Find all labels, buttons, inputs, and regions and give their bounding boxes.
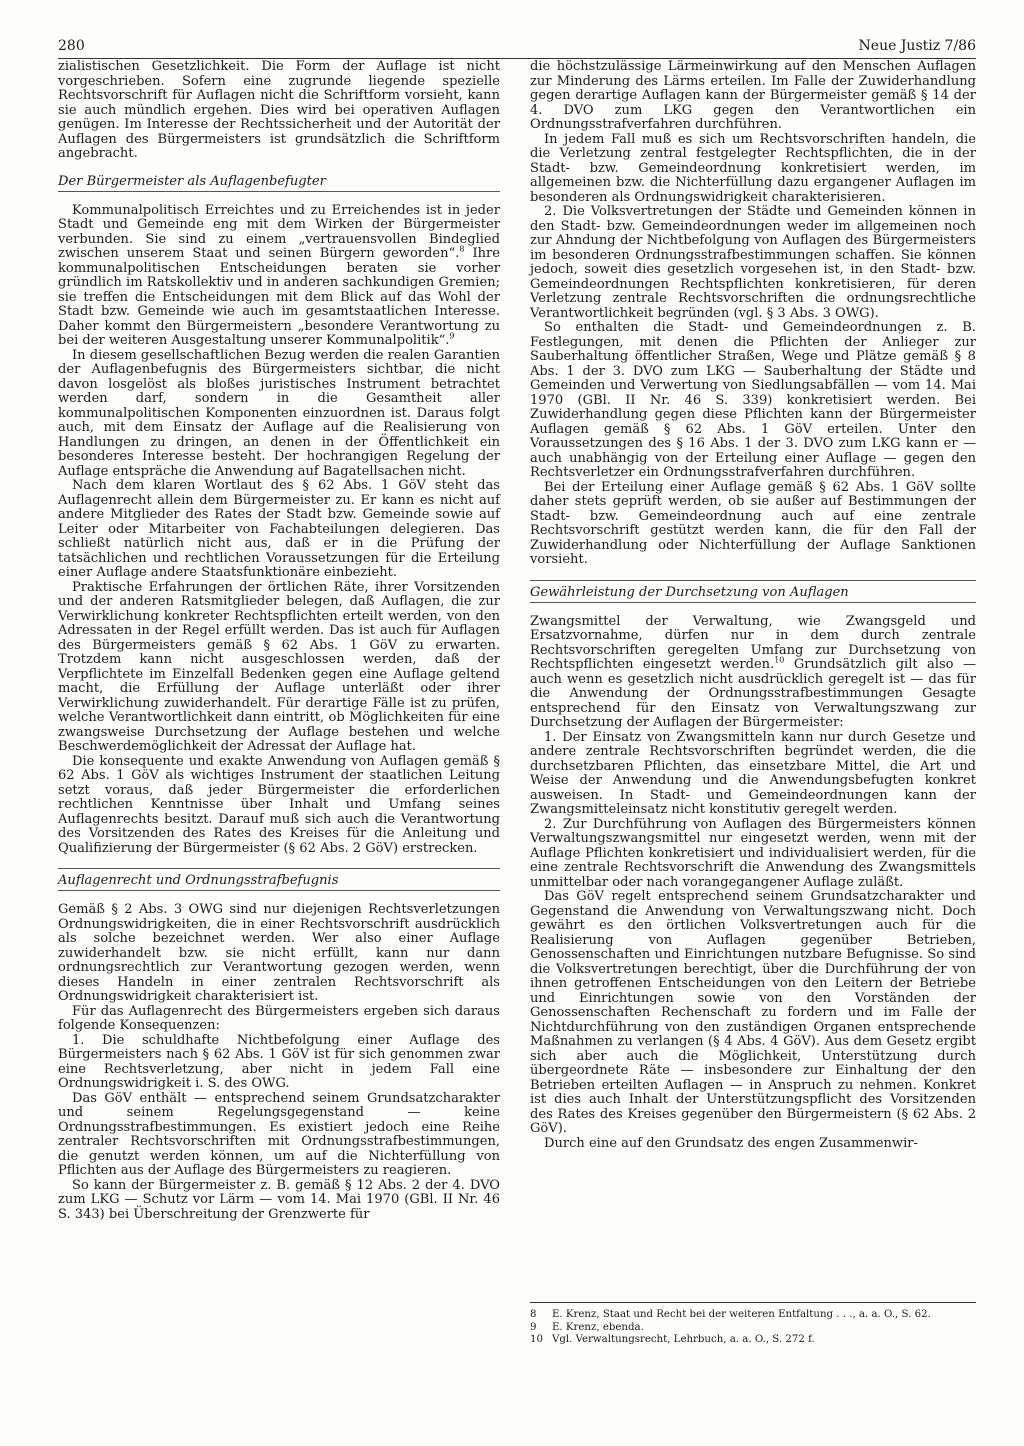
paragraph: In jedem Fall muß es sich um Rechtsvorschriften handeln, die die Verletzung zentral festgelegter Rechtspflichten, die in der Stadt- bzw. Gemeindeordnung konkretisiert werden, im allgemeinen bzw. die Nichterfüllung dazu ergangener Auflagen im besonderen als Ordnungswidrigkeit charakterisieren. <box>530 131 976 205</box>
paragraph: Zwangsmittel der Verwaltung, wie Zwangsgeld und Ersatzvornahme, dürfen nur in dem durch zentrale Rechtsvorschriften geregelten Umfang zur Durchsetzung von Rechtspflichten eingesetzt werden.$^{10}$ Grundsätzlich gilt also — auch wenn es gesetzlich nicht ausdrücklich geregelt ist — das für die Anwendung der Ordnungsstrafbestimmungen Gesagte entsprechend für den Einsatz von Verwaltungszwang zur Durchsetzung der Auflagen der Bürgermeister: <box>530 613 976 730</box>
paragraph: Kommunalpolitisch Erreichtes und zu Erreichendes ist in jeder Stadt und Gemeinde eng mit dem Wirken der Bürgermeister verbunden. Sie sind zu einem „vertrauensvollen Bindeglied zwischen unserem Staat und seinen Bürgern geworden“.$^8$ Ihre kommunalpolitischen Entscheidungen beraten sie vorher gründlich im Ratskollektiv und in anderen sachkundigen Gremien; sie treffen die Entscheidungen mit dem Blick auf das Wohl der Stadt bzw. Gemeinde wie auch im gesamtstaatlichen Interesse. Daher kommt den Bürgermeistern „besondere Verantwortung zu bei der weiteren Ausgestaltung unserer Kommunalpolitik“.$^9$ <box>58 202 500 348</box>
footnote-text: Vgl. Verwaltungsrecht, Lehrbuch, a. a. O., S. 272 f. <box>552 1334 815 1345</box>
paragraph: 2. Zur Durchführung von Auflagen des Bürgermeisters können Verwaltungszwangsmittel nur eingesetzt werden, wenn mit der Auflage Pflichten konkretisiert und individualisiert werden, für die eine zentrale Rechtsvorschrift die Anwendung des Zwangsmittels unmittelbar oder nach vorangegangener Auflage zuläßt. <box>530 816 976 890</box>
footnote-number: 8 <box>530 1309 537 1320</box>
footnotes <box>530 1302 976 1347</box>
paragraph: Bei der Erteilung einer Auflage gemäß § 62 Abs. 1 GöV sollte daher stets geprüft werden, ob sie außer auf Bestimmungen der Stadt- bzw. Gemeindeordnung auch auf eine zentrale Rechtsvorschrift gestützt werden kann, die für den Fall der Zuwiderhandlung oder Nichterfüllung der Auflage Sanktionen vorsieht. <box>530 479 976 567</box>
paragraph: die höchstzulässige Lärmeinwirkung auf den Menschen Auflagen zur Minderung des Lärms erteilen. Im Falle der Zuwiderhandlung gegen derartige Auflagen kann der Bürgermeister gemäß § 14 der 4. DVO zum LKG gegen den Verantwortlichen ein Ordnungsstrafverfahren durchführen. <box>530 59 976 132</box>
paragraph: So kann der Bürgermeister z. B. gemäß § 12 Abs. 2 der 4. DVO zum LKG — Schutz vor Lärm — vom 14. Mai 1970 (GBl. II Nr. 46 S. 343) bei Überschreitung der Grenzwerte für <box>58 1177 500 1222</box>
section-heading-auflagenrecht: Auflagenrecht und Ordnungsstrafbefugnis <box>58 868 500 891</box>
intro-paragraph: zialistischen Gesetzlichkeit. Die Form der Auflage ist nicht vorgeschrieben. Sofern eine zugrunde liegende spezielle Rechtsvorschrift für Auflagen nicht die Schriftform vorsieht, kann sie auch mündlich ergehen. Dies wird bei operativen Auflagen genügen. Im Interesse der Rechtssicherheit und der Autorität der Auflagen des Bürgermeisters ist grundsätzlich die Schriftform angebracht. <box>58 59 500 161</box>
footnote-ref: 9 <box>449 331 455 341</box>
footnote <box>530 1322 976 1335</box>
page-number: 280 <box>58 38 85 54</box>
paragraph: Praktische Erfahrungen der örtlichen Räte, ihrer Vorsitzenden und der anderen Ratsmitglieder belegen, daß Auflagen, die zur Verwirklichung konkreter Rechtspflichten erteilt werden, von den Adressaten in der Regel erfüllt werden. Das ist auch für Auflagen des Bürgermeisters gemäß § 62 Abs. 1 GöV zu erwarten. Trotzdem kann nicht ausgeschlossen werden, daß der Verpflichtete im Einzelfall Bedenken gegen eine Auflage geltend macht, die Erfüllung der Auflage unterläßt oder ihrer Verwirklichung zuwiderhandelt. Für derartige Fälle ist zu prüfen, welche Verantwortlichkeit dann eintritt, ob Möglichkeiten für eine zwangsweise Durchsetzung der Auflage bestehen und welche Beschwerdemöglichkeit der Adressat der Auflage hat. <box>58 579 500 754</box>
paragraph: Nach dem klaren Wortlaut des § 62 Abs. 1 GöV steht das Auflagenrecht allein dem Bürgermeister zu. Er kann es nicht auf andere Mitglieder des Rates der Stadt bzw. Gemeinde sowie auf Leiter oder Mitarbeiter von Fachabteilungen delegieren. Das schließt natürlich nicht aus, daß er in die Prüfung der tatsächlichen und rechtlichen Voraussetzungen für die Erteilung einer Auflage andere Staatsfunktionäre einbezieht. <box>58 478 500 580</box>
paragraph: Das GöV enthält — entsprechend seinem Grundsatzcharakter und seinem Regelungsgegenstand — keine Ordnungsstrafbestimmungen. Es existiert jedoch eine Reihe zentraler Rechtsvorschriften mit Ordnungsstrafbestimmungen, die genutzt werden können, um auf die Nichterfüllung von Pflichten aus der Auflage des Bürgermeisters zu reagieren. <box>58 1090 500 1178</box>
paragraph: In diesem gesellschaftlichen Bezug werden die realen Garantien der Auflagenbefugnis des Bürgermeisters sichtbar, die nicht davon losgelöst als bloßes juristisches Instrument betrachtet werden darf, sondern in die Gesamtheit aller kommunalpolitischen Komponenten einzuordnen ist. Daraus folgt auch, mit dem Einsatz der Auflage auf die Realisierung von Handlungen zu dringen, an denen in der Öffentlichkeit ein besonderes Interesse besteht. Der hochrangigen Regelung der Auflage entspräche die Anwendung auf Bagatellsachen nicht. <box>58 347 500 479</box>
paragraph: Durch eine auf den Grundsatz des engen Zusammenwir- <box>544 1135 918 1151</box>
footnote-ref: 8 <box>459 244 465 254</box>
paragraph: Für das Auflagenrecht des Bürgermeisters ergeben sich daraus folgende Konsequenzen: <box>58 1003 500 1033</box>
paragraph: 1. Der Einsatz von Zwangsmitteln kann nur durch Gesetze und andere zentrale Rechtsvorschriften begründet werden, die die durchsetzbaren Pflichten, das einsetzbare Mittel, die Art und Weise der Anwendung und die Anwendungsbefugten konkret ausweisen. In Stadt- und Gemeindeordnungen kann der Zwangsmitteleinsatz nicht konstitutiv geregelt werden. <box>530 729 976 817</box>
section-heading-gewaehrleistung: Gewährleistung der Durchsetzung von Auflagen <box>530 580 976 603</box>
footnote-ref: 10 <box>774 655 785 665</box>
paragraph: 1. Die schuldhafte Nichtbefolgung einer Auflage des Bürgermeisters nach § 62 Abs. 1 GöV ist für sich genommen zwar eine Rechtsverletzung, aber nicht in jedem Fall eine Ordnungswidrigkeit i. S. des OWG. <box>58 1032 500 1091</box>
left-column <box>58 60 500 1222</box>
footnote-number: 9 <box>530 1321 537 1333</box>
paragraph: 2. Die Volksvertretungen der Städte und Gemeinden können in den Stadt- bzw. Gemeindeordnungen weder im allgemeinen noch zur Ahndung der Nichtbefolgung von Auflagen des Bürgermeisters im besonderen Ordnungsstrafbestimmungen schaffen. Sie können jedoch, soweit dies gesetzlich vorgesehen ist, in den Stadt- bzw. Gemeindeordnungen Rechtspflichten konkretisieren, für deren Verletzung zentrale Rechtsvorschriften die ordnungsrechtliche Verantwortlichkeit begründen (vgl. § 3 Abs. 3 OWG). <box>530 204 976 321</box>
right-column <box>530 60 976 1151</box>
paragraph: So enthalten die Stadt- und Gemeindeordnungen z. B. Festlegungen, mit denen die Pflichten der Anlieger zur Sauberhaltung öffentlicher Straßen, Wege und Plätze gemäß § 8 Abs. 1 der 3. DVO zum LKG — Sauberhaltung der Städte und Gemeinden und Verwertung von Siedlungsabfällen — vom 14. Mai 1970 (GBl. II Nr. 46 S. 339) konkretisiert werden. Bei Zuwiderhandlung gegen diese Pflichten kann der Bürgermeister Auflagen gemäß § 62 Abs. 1 GöV erteilen. Unter den Voraussetzungen des § 16 Abs. 1 der 3. DVO zum LKG kann er — auch unabhängig von der Erteilung einer Auflage — gegen den Rechtsverletzer ein Ordnungsstrafverfahren durchführen. <box>530 320 976 480</box>
footnote-number: 10 <box>530 1334 543 1345</box>
paragraph: Die konsequente und exakte Anwendung von Auflagen gemäß § 62 Abs. 1 GöV als wichtiges Instrument der staatlichen Leitung setzt voraus, daß jeder Bürgermeister die erforderlichen rechtlichen Kenntnisse über Inhalt und Umfang seines Auflagenrechts besitzt. Darauf muß sich auch die Verantwortung des Vorsitzenden des Rates des Kreises für die Anleitung und Qualifizierung der Bürgermeister (§ 62 Abs. 2 GöV) erstrecken. <box>58 753 500 856</box>
footnote <box>530 1309 976 1322</box>
footnote-text: E. Krenz, ebenda. <box>552 1321 644 1333</box>
footnote <box>530 1334 976 1347</box>
page-header <box>58 36 976 59</box>
paragraph: Gemäß § 2 Abs. 3 OWG sind nur diejenigen Rechtsverletzungen Ordnungswidrigkeiten, die in einer Rechtsvorschrift ausdrücklich als solche bezeichnet werden. Wer also einer Auflage zuwiderhandelt bzw. sie nicht erfüllt, kann nur dann ordnungsrechtlich zur Verantwortung gezogen werden, wenn dieses Handeln in einer zentralen Rechtsvorschrift als Ordnungswidrigkeit charakterisiert ist. <box>58 902 500 1004</box>
journal-issue: Neue Justiz 7/86 <box>858 38 976 54</box>
paragraph: Das GöV regelt entsprechend seinem Grundsatzcharakter und Gegenstand die Anwendung von Verwaltungszwang nicht. Doch gewährt es den örtlichen Volksvertretungen auch für die Realisierung von Auflagen gegenüber Betrieben, Genossenschaften und Einrichtungen nutzbare Befugnisse. So sind die Volksvertretungen berechtigt, über die Durchführung der von ihnen getroffenen Entscheidungen von den Leitern der Betriebe und Einrichtungen sowie von den Vorständen der Genossenschaften Rechenschaft zu fordern und im Falle der Nichtdurchführung von den zuständigen Organen entsprechende Maßnahmen zu verlangen (§ 4 Abs. 4 GöV). Aus dem Gesetz ergibt sich aber auch die Möglichkeit, Unterstützung durch übergeordnete Räte — insbesondere zur Einhaltung der den Betrieben erteilten Auflagen — in Anspruch zu nehmen. Konkret ist dies auch Inhalt der Unterstützungspflicht des Vorsitzenden des Rates des Kreises gegenüber den Bürgermeistern (§ 62 Abs. 2 GöV). <box>530 889 976 1136</box>
section-heading-buergermeister: Der Bürgermeister als Auflagenbefugter <box>58 174 500 192</box>
footnote-text: E. Krenz, Staat und Recht bei der weiteren Entfaltung . . ., a. a. O., S. 62. <box>552 1309 931 1320</box>
